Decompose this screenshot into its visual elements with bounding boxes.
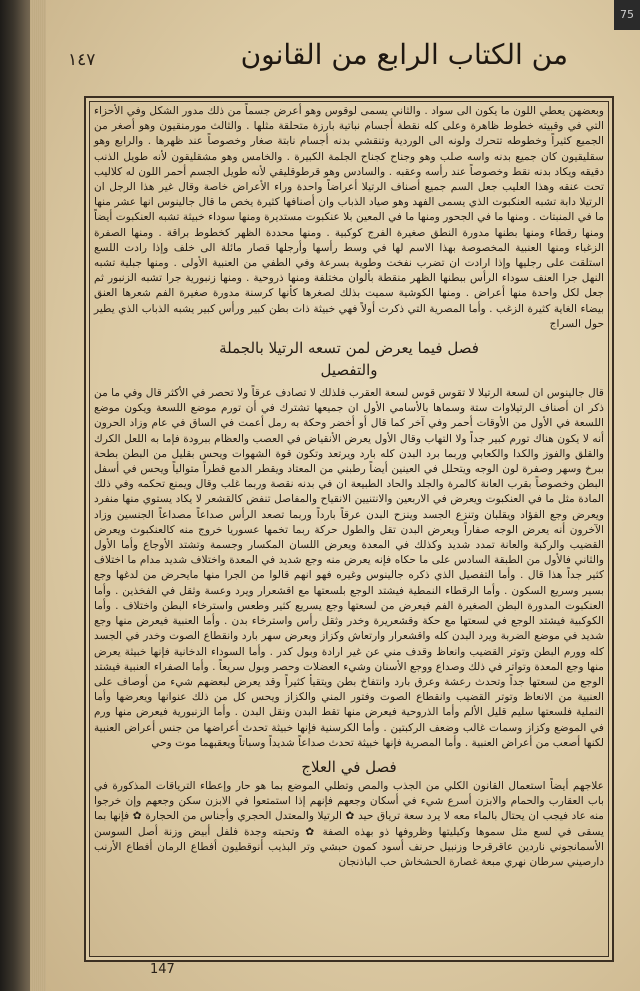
folio-number-top: ١٤٧ [68, 50, 96, 70]
text-frame [84, 96, 614, 962]
paragraph-spider-types: وبعضهن يعطي اللون ما يكون الى سواد . والثاني يسمى لوقوس وهو أعرض جسماً من ذلك مدور الشكل وفي الأحزاء التي في وقبيته خطوط ظاهرة وعلى كله نقطة أجسام نباتية بارزة متحلقة مثلها . والثالث مورمنقيون وهو أصغر من الجميع كثيراً وخطوطه تتحرك ولونه الى الوردية وتنقشي بدنه أجسام نابتة صغار وخصوصاً عند ظهرها . والرابع وهو سقليقيون كان جميع بدنه واسه صلب وهو وجناح كجناح الجلمة الكبيرة . والخامس وهو مشقليقون لأنه طويل الذنب دقيقه ويكاد بدنه نقط وخصوصاً عند رأسه وعقبه . والسادس وهو قرطوقليقي لأنه طويل الجسم أحمر اللون له كلاليب تحت عنقه وهذا العليب جعل السم جميع أصناف الرتيلا أعراضاً واحدة وراء الأعراض خاصة وقال غير هذا الرجل ان الرتيلا دابة تشبه العنكبوت الذي يسمى الفهد وهو صياد الذباب وان أصنافها كثيرة يخص ما قال جالينوس انها عشر منها ما في المنبتات . ومنها ما في الجحور ومنها ما في المعين بلا عنكبوت مستديرة ومنها سوداء خبيثة تشبه العنكبوت أيضاً ومنها رقطاء ومنها بطنها مدورة النطق صغيرة الفرج كوكبية . ومنها محددة الظهر كخطوط براقة . ومنها الصفرة الزغباء ومنها العنبية المخصوصة بهذا الاسم لها في وسط رأسها وأرجلها قصار مائلة الى خلف وإذا رادت اللسع استلقت على رجليها وإذا ارادت ان تضرب نفخت وطوية بسرعة وفي الطفي من العنبية الأولى . ومنها جبلية تشبه النهل جرا العنف سوداء الرأس ببطنها الظهر منقطة بألوان مختلفة ومنها ذروحية . ومنها زنبورية جرا تشبه الزنبور ثم جعل لكل واحدة منها أعراض . ومنها الكوشية سميت بذلك لصغرها كأنها كرسنة مدورة صغيرة الفم شعرها العنق بيضاء الغاية كثيرة الزغب . وأما المصرية التي ذكرت أولاً فهي خبيثة ذات بطن كبير ورأس كبير يشبه الذباب الذي يطير حول السراج [94, 105, 604, 330]
section-title-treatment: فصل في العلاج [301, 757, 397, 776]
corner-tab: 75 [614, 0, 640, 30]
text-column [94, 104, 604, 954]
folio-number-bottom: 147 [150, 962, 175, 977]
paragraph-symptoms: قال جالينوس ان لسعة الرتيلا لا تقوس قوس لسعة العقرب فلذلك لا تصادف عرقاً ولا تحصر في الأكثر قال وفي ما من ذكر ان أصناف الرتيلاوات ستة وسماها بالأسامي الأول ان جميعها تشترك في أن تورم موضع اللسعة ويكون موضع اللسعة في الأول من الأوقات أحمر وفي آخر كما قال أو أخضر وحكة به رمل أعمت في الساق في عام وزاد الحرون أنه لا يكون هناك تورم كبير جداً ولا التهاب وقال الأول يعرض الأنقياض في العصب والعظام ببرودة فإما به اللعل الكرك والقلق والفوز والكدا والكعابي وربما برد البدن كله بارد ويرتعد وتكون قوة الشهوات ويحس بقليل من البطن بطحة ببرخ وسهر وصفرة لون الوجه ويتحلل في العينين أيضاً رطبني من المعتاد ويقطر الدمع قطراً متوالياً ويحس في أسفل البطن وخصوصاً بقرب العانة كالمرة والجلد والحاد الطبيعة ان في بدنه نقصة وربما غلب وقال ويمنع تحكمه وفي ذلك المادة مثل ما في العنكبوت ويعرض في الاربعين والانتنيين الانقياح والمفاصل تنفض كالقشعر لا يكاد يستوي منها منفرد ويعرض وجع الفؤاد ويقلبان وتنزع الجسد وينزح البدن عرقاً بارداً وربما تصعد الرأس صداعاً مصداعاً الجنسين وزاد الآخرون أنه يعرض الوجه صفاراً ويعرض البدن تقل والطول حركة ربما تخمها عسوريا خروج منه كالعنكبوت ويعرض القضيب والركبة والعانة تمدد شديد وكذلك في المعدة ويعرض اللسان المكسار وجسمة وتشتد الأوجاع وأما الأول والثاني فالأول من الطبقة السادس على ما حكاه فإنه يعرض منه وجع شديد في المعدة واختلاف شديد مدام ما اختلاف كثير جداً هذا قال . وأما التفصيل الذي ذكره جالينوس وغيره فهو انهم قالوا من الجرا منها مايحرض من لدغها وجع بسير وسريع السكون . وأما الرقطاء النمطية فيشتد الوجع بلسعتها مع اقشعرار ويرد وعسة وثقل في الفخذين . وأما العنكبوت المدورة البطن الصغيرة الفم فيعرض من لسعتها وجع يسريع كثير وطعس واسترخاء البطن واختلاف . وأما الكوكبية فيشتد الوجع في لسعتها مع حكة وقشعريرة وخدر وثقل رأس واسترخاء بدن . وأما العنبية فيعرض منها وجع شديد في موضع الضربة ويرد البدن كله واقشعرار وارتعاش وكزاز ويعرض سهر بارد وانقطاع الصوت وخدر في الجسد كله وورم البطن وتوتر القضيب وانعاظ وقدف مني عن غير ارادة وبول كدر . وأما السوداء الدخانية فإنها خبيثة يعرض منها وجع المعدة وتواتر في ذلك وصداع ووجع الأسنان وشيء العضلات وحصر وبول سريعاً . وأما الصفراء العنبية فيشتد الوجع من لسعتها جداً وتحدث رعشة وعرق بارد وانتفاخ بطن ويتقيأ كثيراً وقد يعرض لبعضهم شيء من أوصاف على العنبية من الانعاظ وتوتر القضيب وانقطاع الصوت وفتور المني والكزاز ويحس كل من ذلك عنوانها ويعرضها وأما النملية فلسعتها سليم قليل الألم وأما الذروحية فيعرض منها تقط البدن ونقل البدن . وأما الزنبورية فيعرض منها ورم في الموضع وكزاز وسمات غالب وضعف الركبتين . وأما الكرسنية فإنها خبيثة تحدث أعراضها من جنس أعراض العنبية لكنها أصعب من أعراض العنبية . وأما المصرية فإنها خبيثة تحدث صداعاً شديداً وسباتاً ويعقبهما موت وحي [94, 387, 604, 749]
paragraph-treatment: علاجهم أيضاً استعمال القانون الكلي من الجذب والمص وتطلي الموضع بما هو حار وإعطاء الترياقات المذكورة في باب العقارب والحمام والابزن أسرع شيء في أسكان وجعهم فإنهم إذا استمتعوا في الابزن سكن وجعهم وإن خرجوا منه عاد فيجب ان يحتال بالماء معه لا يرد سعة ترياق حيد ✿ الرتيلا والمعتدل الحجري وأجناس من الحجارة ✿ فإنها بما يسقى في لسع مثل سموها وكيليتها وظروفها ذو بهذه الصفة ✿ وتحبته وجدة فلفل أبيض وزنة أصل السوسن الأسمانجوني ناردين عاقرقرحا وزنبيل حرنف أسود كمون حبشي وتر البذيب أنوقطيون أفطاع الرمان أفطاع الأرنب دارصيني سرطان نهري مبعة غصارة الحشخاش حب الباذنجان [94, 779, 604, 868]
section-title-symptoms-sub: والتفصيل [320, 361, 378, 380]
page-header [58, 28, 578, 94]
running-head: من الكتاب الرابع من القانون [240, 38, 568, 71]
section-title-symptoms: فصل فيما يعرض لمن تسعه الرتيلا بالجملة [219, 339, 479, 358]
